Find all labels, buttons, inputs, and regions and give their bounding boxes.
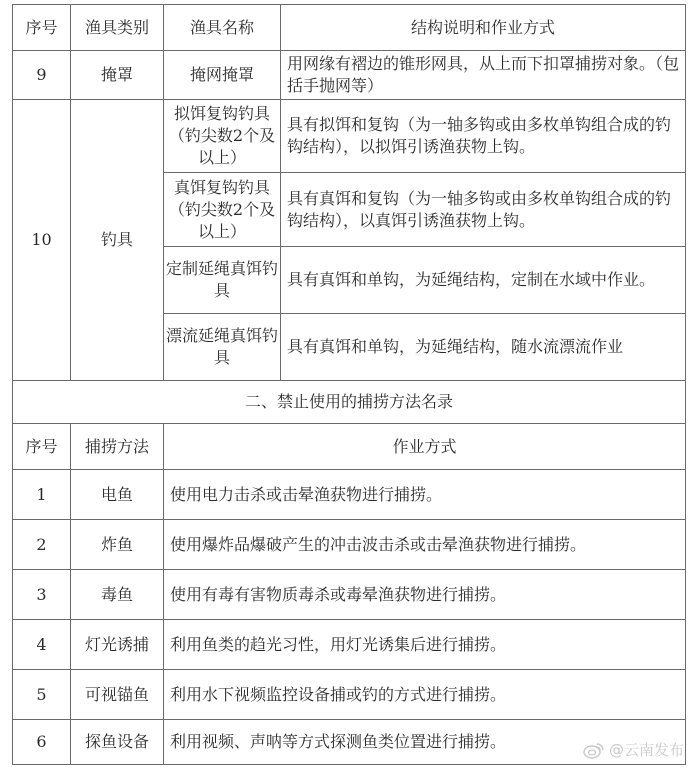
methods-header-row <box>13 424 686 470</box>
row-desc: 具有真饵和单钩，为延绳结构，随水流漂流作业 <box>281 314 686 381</box>
row-desc: 使用爆炸品爆破产生的冲击波击杀或击晕渔获物进行捕捞。 <box>164 520 686 570</box>
table-row <box>13 570 686 620</box>
row-desc: 利用水下视频监控设备捕或钓的方式进行捕捞。 <box>164 670 686 720</box>
row-no: 1 <box>13 470 71 520</box>
table-row <box>13 51 686 100</box>
table-row <box>13 470 686 520</box>
row-gear-name: 掩网掩罩 <box>164 51 281 100</box>
header-no: 序号 <box>13 424 71 470</box>
row-method: 电鱼 <box>71 470 164 520</box>
section-title: 二、禁止使用的捕捞方法名录 <box>13 381 686 424</box>
table-row <box>13 100 686 173</box>
row-desc: 利用视频、声呐等方式探测鱼类位置进行捕捞。 <box>164 720 686 765</box>
header-desc: 结构说明和作业方式 <box>281 5 686 51</box>
row-desc: 使用有毒有害物质毒杀或毒晕渔获物进行捕捞。 <box>164 570 686 620</box>
header-category: 渔具类别 <box>71 5 164 51</box>
row-method: 毒鱼 <box>71 570 164 620</box>
watermark-text: @云南发布 <box>608 741 684 759</box>
table-row <box>13 670 686 720</box>
row-desc: 用网缘有褶边的锥形网具，从上而下扣罩捕捞对象。（包括手抛网等） <box>281 51 686 100</box>
row-desc: 具有真饵和复钩（为一轴多钩或由多枚单钩组合成的钓钩结构），以真饵引诱渔获物上钩。 <box>281 173 686 247</box>
header-method: 捕捞方法 <box>71 424 164 470</box>
row-desc: 具有真饵和单钩，为延绳结构，定制在水域中作业。 <box>281 247 686 314</box>
table-row <box>13 620 686 670</box>
row-method: 探鱼设备 <box>71 720 164 765</box>
row-method: 可视锚鱼 <box>71 670 164 720</box>
row-category: 掩罩 <box>71 51 164 100</box>
row-desc: 具有拟饵和复钩（为一轴多钩或由多枚单钩组合成的钓钩结构），以拟饵引诱渔获物上钩。 <box>281 100 686 173</box>
row-method: 炸鱼 <box>71 520 164 570</box>
row-no: 6 <box>13 720 71 765</box>
row-gear-name: 漂流延绳真饵钓具 <box>164 314 281 381</box>
row-desc: 使用电力击杀或击晕渔获物进行捕捞。 <box>164 470 686 520</box>
row-no: 5 <box>13 670 71 720</box>
row-no: 10 <box>13 100 71 381</box>
watermark <box>583 739 684 760</box>
row-gear-name: 真饵复钩钓具（钓尖数2个及以上） <box>164 173 281 247</box>
row-no: 9 <box>13 51 71 100</box>
row-desc: 利用鱼类的趋光习性，用灯光诱集后进行捕捞。 <box>164 620 686 670</box>
header-no: 序号 <box>13 5 71 51</box>
header-operation: 作业方式 <box>164 424 686 470</box>
row-no: 4 <box>13 620 71 670</box>
table-row <box>13 520 686 570</box>
row-category: 钓具 <box>71 100 164 381</box>
weibo-icon <box>583 741 605 759</box>
gear-header-row <box>13 5 686 51</box>
prohibited-list-table <box>12 4 686 765</box>
row-no: 3 <box>13 570 71 620</box>
section-title-row <box>13 381 686 424</box>
row-method: 灯光诱捕 <box>71 620 164 670</box>
row-gear-name: 定制延绳真饵钓具 <box>164 247 281 314</box>
header-name: 渔具名称 <box>164 5 281 51</box>
row-gear-name: 拟饵复钩钓具（钓尖数2个及以上） <box>164 100 281 173</box>
row-no: 2 <box>13 520 71 570</box>
